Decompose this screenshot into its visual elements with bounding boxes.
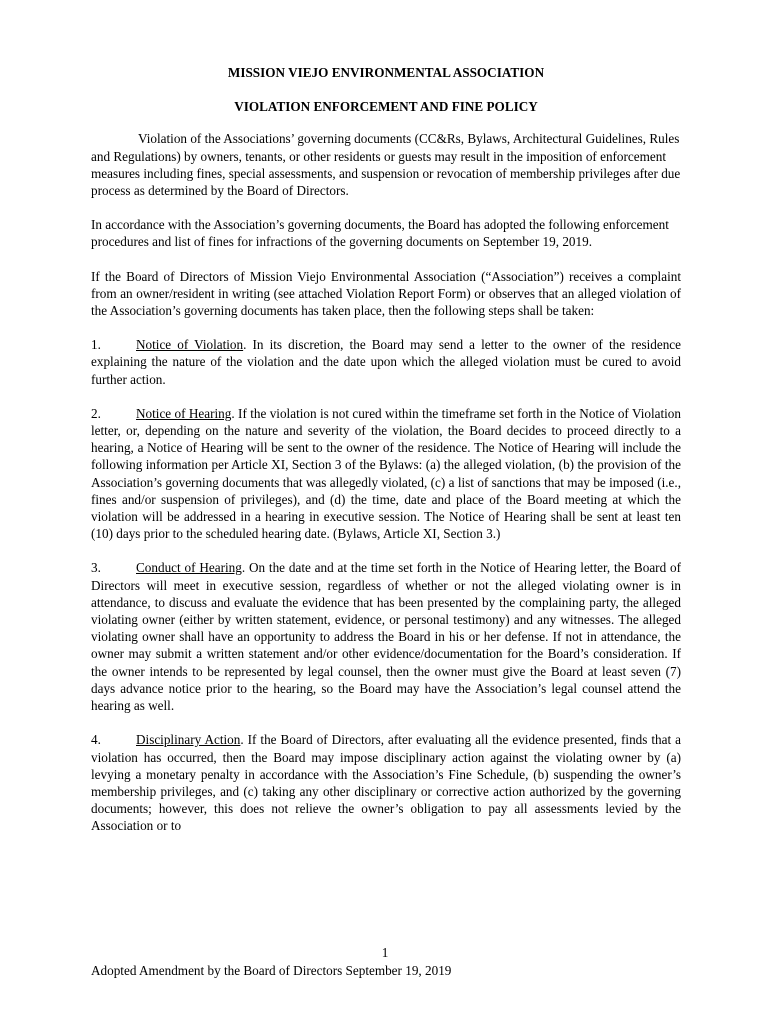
intro-paragraph-2: In accordance with the Association’s governing documents, the Board has adopted the following enforcement procedures and list of fines for infractions of the governing documents on September 19, 2019. bbox=[91, 217, 669, 250]
step-heading: Conduct of Hearing bbox=[136, 560, 242, 576]
step-heading: Disciplinary Action bbox=[136, 732, 241, 748]
page-number: 1 bbox=[381, 945, 389, 960]
step-notice-of-hearing bbox=[91, 405, 681, 543]
organization-title: MISSION VIEJO ENVIRONMENTAL ASSOCIATION bbox=[227, 65, 545, 80]
step-number: 4. bbox=[91, 732, 101, 748]
step-disciplinary-action bbox=[91, 731, 681, 834]
step-number: 3. bbox=[91, 560, 101, 576]
step-heading: Notice of Hearing bbox=[136, 405, 232, 421]
document-body bbox=[91, 64, 681, 835]
step-text: . In its discretion, the Board may send a letter to the owner of the residence explaining the nature of the violation and the date upon which the alleged violation must be cured to avoid further action. bbox=[91, 337, 681, 387]
step-conduct-of-hearing bbox=[91, 559, 681, 714]
step-text: . If the Board of Directors, after evaluating all the evidence presented, finds that a violation has occurred, then the Board may impose disciplinary action against the violating owner by (a) levying a monetary penalty in accordance with the Association’s Fine Schedule, (b) suspending the owner’s membership privileges, and (c) taking any other disciplinary or corrective action authorized by the governing documents; however, this does not relieve the owner’s obligation to pay all assessments levied by the Association or to bbox=[91, 732, 681, 834]
step-number: 2. bbox=[91, 405, 101, 421]
step-text: . On the date and at the time set forth in the Notice of Hearing letter, the Board of Directors will meet in executive session, regardless of whether or not the alleged violating owner is in attendance, to discuss and evaluate the evidence that has been presented by the complaining party, the alleged violating owner (either by written statement, evidence, or personal testimony) and any witnesses. The alleged violating owner shall have an opportunity to address the Board in his or her defense. If not in attendance, the owner may submit a written statement and/or other evidence/documentation for the Board’s consideration. If the owner intends to be represented by legal counsel, then the owner must give the Board at least seven (7) days advance notice prior to the hearing, so the Board may have the Association’s legal counsel attend the hearing as well. bbox=[91, 560, 681, 714]
intro-paragraph-3: If the Board of Directors of Mission Viejo Environmental Association (“Association”) receives a complaint from an owner/resident in writing (see attached Violation Report Form) or observes that an alleged violation of the Association’s governing documents has taken place, then the following steps shall be taken: bbox=[91, 268, 681, 319]
step-heading: Notice of Violation bbox=[136, 337, 244, 353]
policy-title: VIOLATION ENFORCEMENT AND FINE POLICY bbox=[234, 99, 538, 115]
intro-paragraph-1: Violation of the Associations’ governing documents (CC&Rs, Bylaws, Architectural Guidelines, Rules and Regulations) by owners, tenants, or other residents or guests may result in the imposition of enforcement measures including fines, special assessments, and suspension or revocation of membership privileges after due process as determined by the Board of Directors. bbox=[91, 131, 681, 199]
step-number: 1. bbox=[91, 337, 101, 353]
step-text: . If the violation is not cured within the timeframe set forth in the Notice of Violation letter, or, depending on the nature and severity of the violation, the Board decides to proceed directly to a hearing, a Notice of Hearing will be sent to the owner of the residence. The Notice of Hearing will include the following information per Article XI, Section 3 of the Bylaws: (a) the alleged violation, (b) the provision of the Association’s governing documents that was allegedly violated, (c) a list of sanctions that may be imposed (i.e., fines and/or suspension of privileges), and (d) the time, date and place of the Board meeting at which the violation will be addressed in a hearing in executive session. The Notice of Hearing shall be sent at least ten (10) days prior to the scheduled hearing date. (Bylaws, Article XI, Section 3.) bbox=[91, 405, 681, 542]
step-notice-of-violation bbox=[91, 336, 681, 388]
footer-text: Adopted Amendment by the Board of Directors September 19, 2019 bbox=[91, 963, 452, 978]
